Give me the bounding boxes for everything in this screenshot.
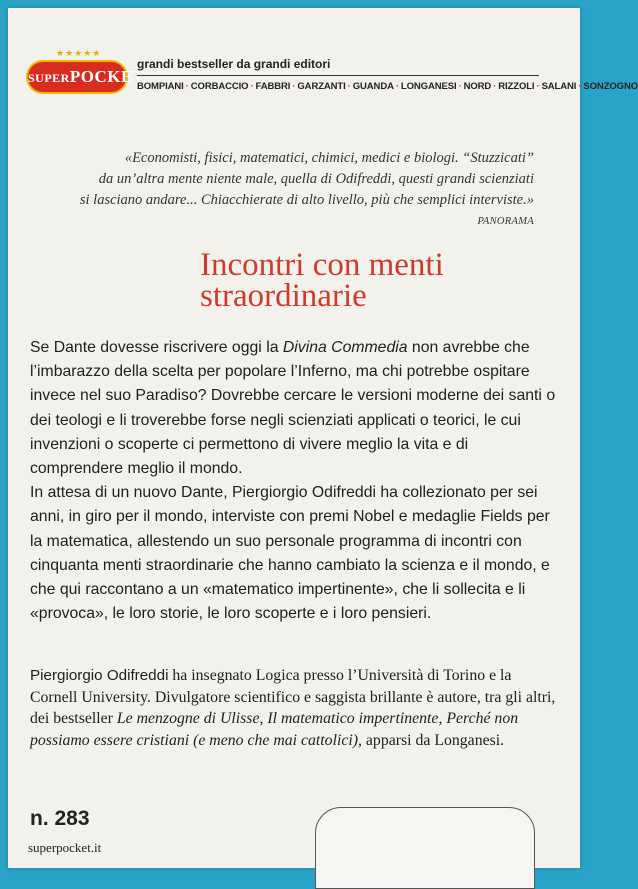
author-name: Piergiorgio Odifreddi xyxy=(30,667,169,684)
publisher-house: RIZZOLI xyxy=(498,81,535,92)
website-text: superpocket.it xyxy=(28,840,102,855)
barcode-area xyxy=(315,807,535,889)
press-quote xyxy=(56,148,534,211)
description-paragraph-2: In attesa di un nuovo Dante, Piergiorgio Odifreddi ha collezionato per sei anni, in giro per il mondo, interviste con premi Nobel e medaglie Fields per la matematica, allestendo un suo personale programma di incontri con cinquanta menti straordinarie che hanno cambiato la scienza e il mondo, e che qui raccontano a un «matematico impertinente», che li sollecita e li «provoca», le loro storie, le loro scoperte e i loro pensieri. xyxy=(30,484,550,623)
book-title xyxy=(200,247,560,314)
publisher-house: GUANDA xyxy=(352,81,394,92)
description-italic: Divina Commedia xyxy=(282,339,408,356)
logo-badge xyxy=(26,60,145,94)
author-bio-text: , apparsi da Longanesi. xyxy=(358,731,505,749)
publisher-house: FABBRI xyxy=(255,81,291,92)
description-text: Se Dante dovesse riscrivere oggi la xyxy=(30,339,283,356)
superpocket-logo xyxy=(26,48,145,98)
quote-line: da un’altra mente niente male, quella di Odifreddi, questi grandi scienziati xyxy=(98,171,534,187)
title-line-2: straordinarie xyxy=(200,278,367,314)
publisher-house: SONZOGNO xyxy=(583,81,638,92)
publisher-house: BOMPIANI xyxy=(137,81,184,92)
publisher-tagline: grandi bestseller da grandi editori xyxy=(137,57,331,71)
quote-line: «Economisti, fisici, matematici, chimici, medici e biologi. “Stuzzicati” xyxy=(124,150,534,166)
series-number: n. 283 xyxy=(30,807,90,830)
author-book-title: Le menzogne di Ulisse, xyxy=(116,710,264,728)
publisher-divider xyxy=(137,75,539,76)
author-bio-text: ha insegnato Logica presso l’Università di Torino e la Cornell University. Divulgatore scientifico e saggista brillante è autore, tra gli altri, dei bestseller xyxy=(30,667,556,728)
publisher-house: SALANI xyxy=(541,81,577,92)
publisher-block xyxy=(137,57,638,92)
publisher-house: LONGANESI xyxy=(400,81,457,92)
publisher-houses: BOMPIANI · CORBACCIO · FABBRI · GARZANTI · GUANDA · LONGANESI · NORD · RIZZOLI · SALANI · SONZOGNO xyxy=(137,81,638,92)
logo-text-pocket: POCKET xyxy=(69,67,145,86)
author-bio xyxy=(30,665,560,751)
description-text: non avrebbe che l’imbarazzo della scelta per popolare l’Inferno, ma chi potrebbe ospitare invece nel suo Paradiso? Dovrebbe cercare le versioni moderne dei santi o dei teologi e li troverebbe forse negli scienziati applicati o teorici, le cui invenzioni o scoperte ci permettono di vivere meglio la vita e di comprendere meglio il mondo. xyxy=(30,339,556,478)
book-description xyxy=(30,336,560,626)
publisher-house: GARZANTI xyxy=(297,81,346,92)
logo-text-super: SUPER xyxy=(28,71,70,85)
author-book-titles: Il matematico impertinente, Perché non possiamo essere cristiani (e meno che mai cattolici) xyxy=(30,710,519,749)
publisher-house: NORD xyxy=(463,81,492,92)
publisher-house: CORBACCIO xyxy=(190,81,249,92)
description-paragraph-1 xyxy=(30,336,560,481)
title-line-1: Incontri con menti xyxy=(200,247,444,283)
quote-line: si lasciano andare... Chiacchierate di alto livello, più che semplici interviste.» xyxy=(79,192,534,208)
quote-source: PANORAMA xyxy=(477,216,534,227)
logo-stars: ★★★★★ xyxy=(56,48,102,58)
